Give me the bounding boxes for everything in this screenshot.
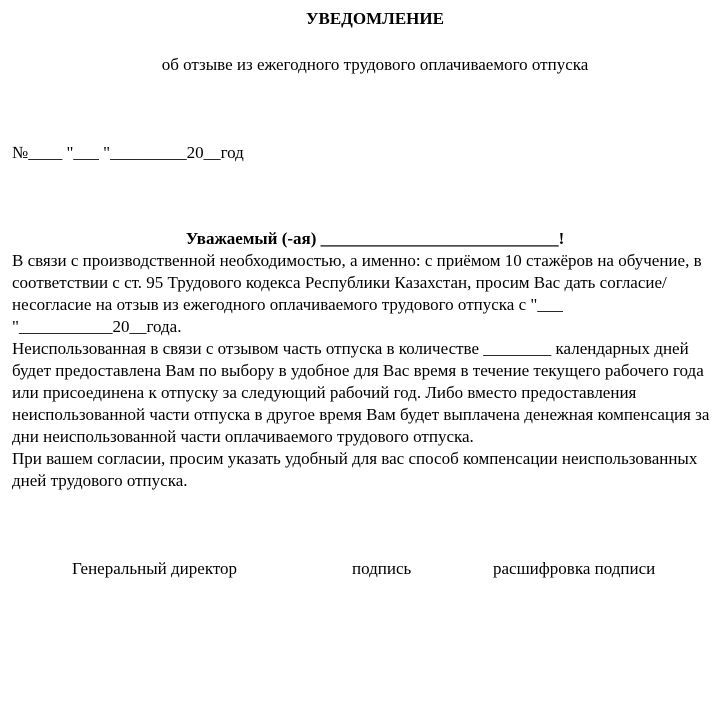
number-date-line: №____ "___ "_________20__год: [12, 143, 244, 162]
document-subtitle: об отзыве из ежегодного трудового оплачиваемого отпуска: [161, 55, 589, 74]
signature-row: [0, 558, 723, 580]
paragraph-compensation-choice: При вашем согласии, просим указать удобный для вас способ компенсации неиспользованных дней трудового отпуска.: [12, 449, 698, 490]
salutation-line: Уважаемый (-ая) ____________________________!: [185, 229, 565, 248]
signature-label: подпись: [352, 559, 412, 578]
signature-transcript-label: расшифровка подписи: [493, 559, 656, 578]
signature-role-label: Генеральный директор: [72, 559, 238, 578]
paragraph-unused-leave-terms: Неиспользованная в связи с отзывом часть отпуска в количестве ________ календарных дней будет предоставлена Вам по выбору в удобное для Вас время в течение текущего рабочего года или присоединена к отпуску за следующий рабочий год. Либо вместо предоставления неиспользованной части отпуска в другое время Вам будет выплачена денежная компенсация за дни неиспользованной части оплачиваемого трудового отпуска.: [12, 339, 710, 446]
paragraph-recall-request: В связи с производственной необходимостью, а именно: с приёмом 10 стажёров на обучение, в соответствии с ст. 95 Трудового кодекса Республики Казахстан, просим Вас дать согласие/несогласие на отзыв из ежегодного оплачиваемого трудового отпуска с "___ "___________20__года.: [12, 251, 702, 336]
document-title: УВЕДОМЛЕНИЕ: [306, 9, 444, 28]
